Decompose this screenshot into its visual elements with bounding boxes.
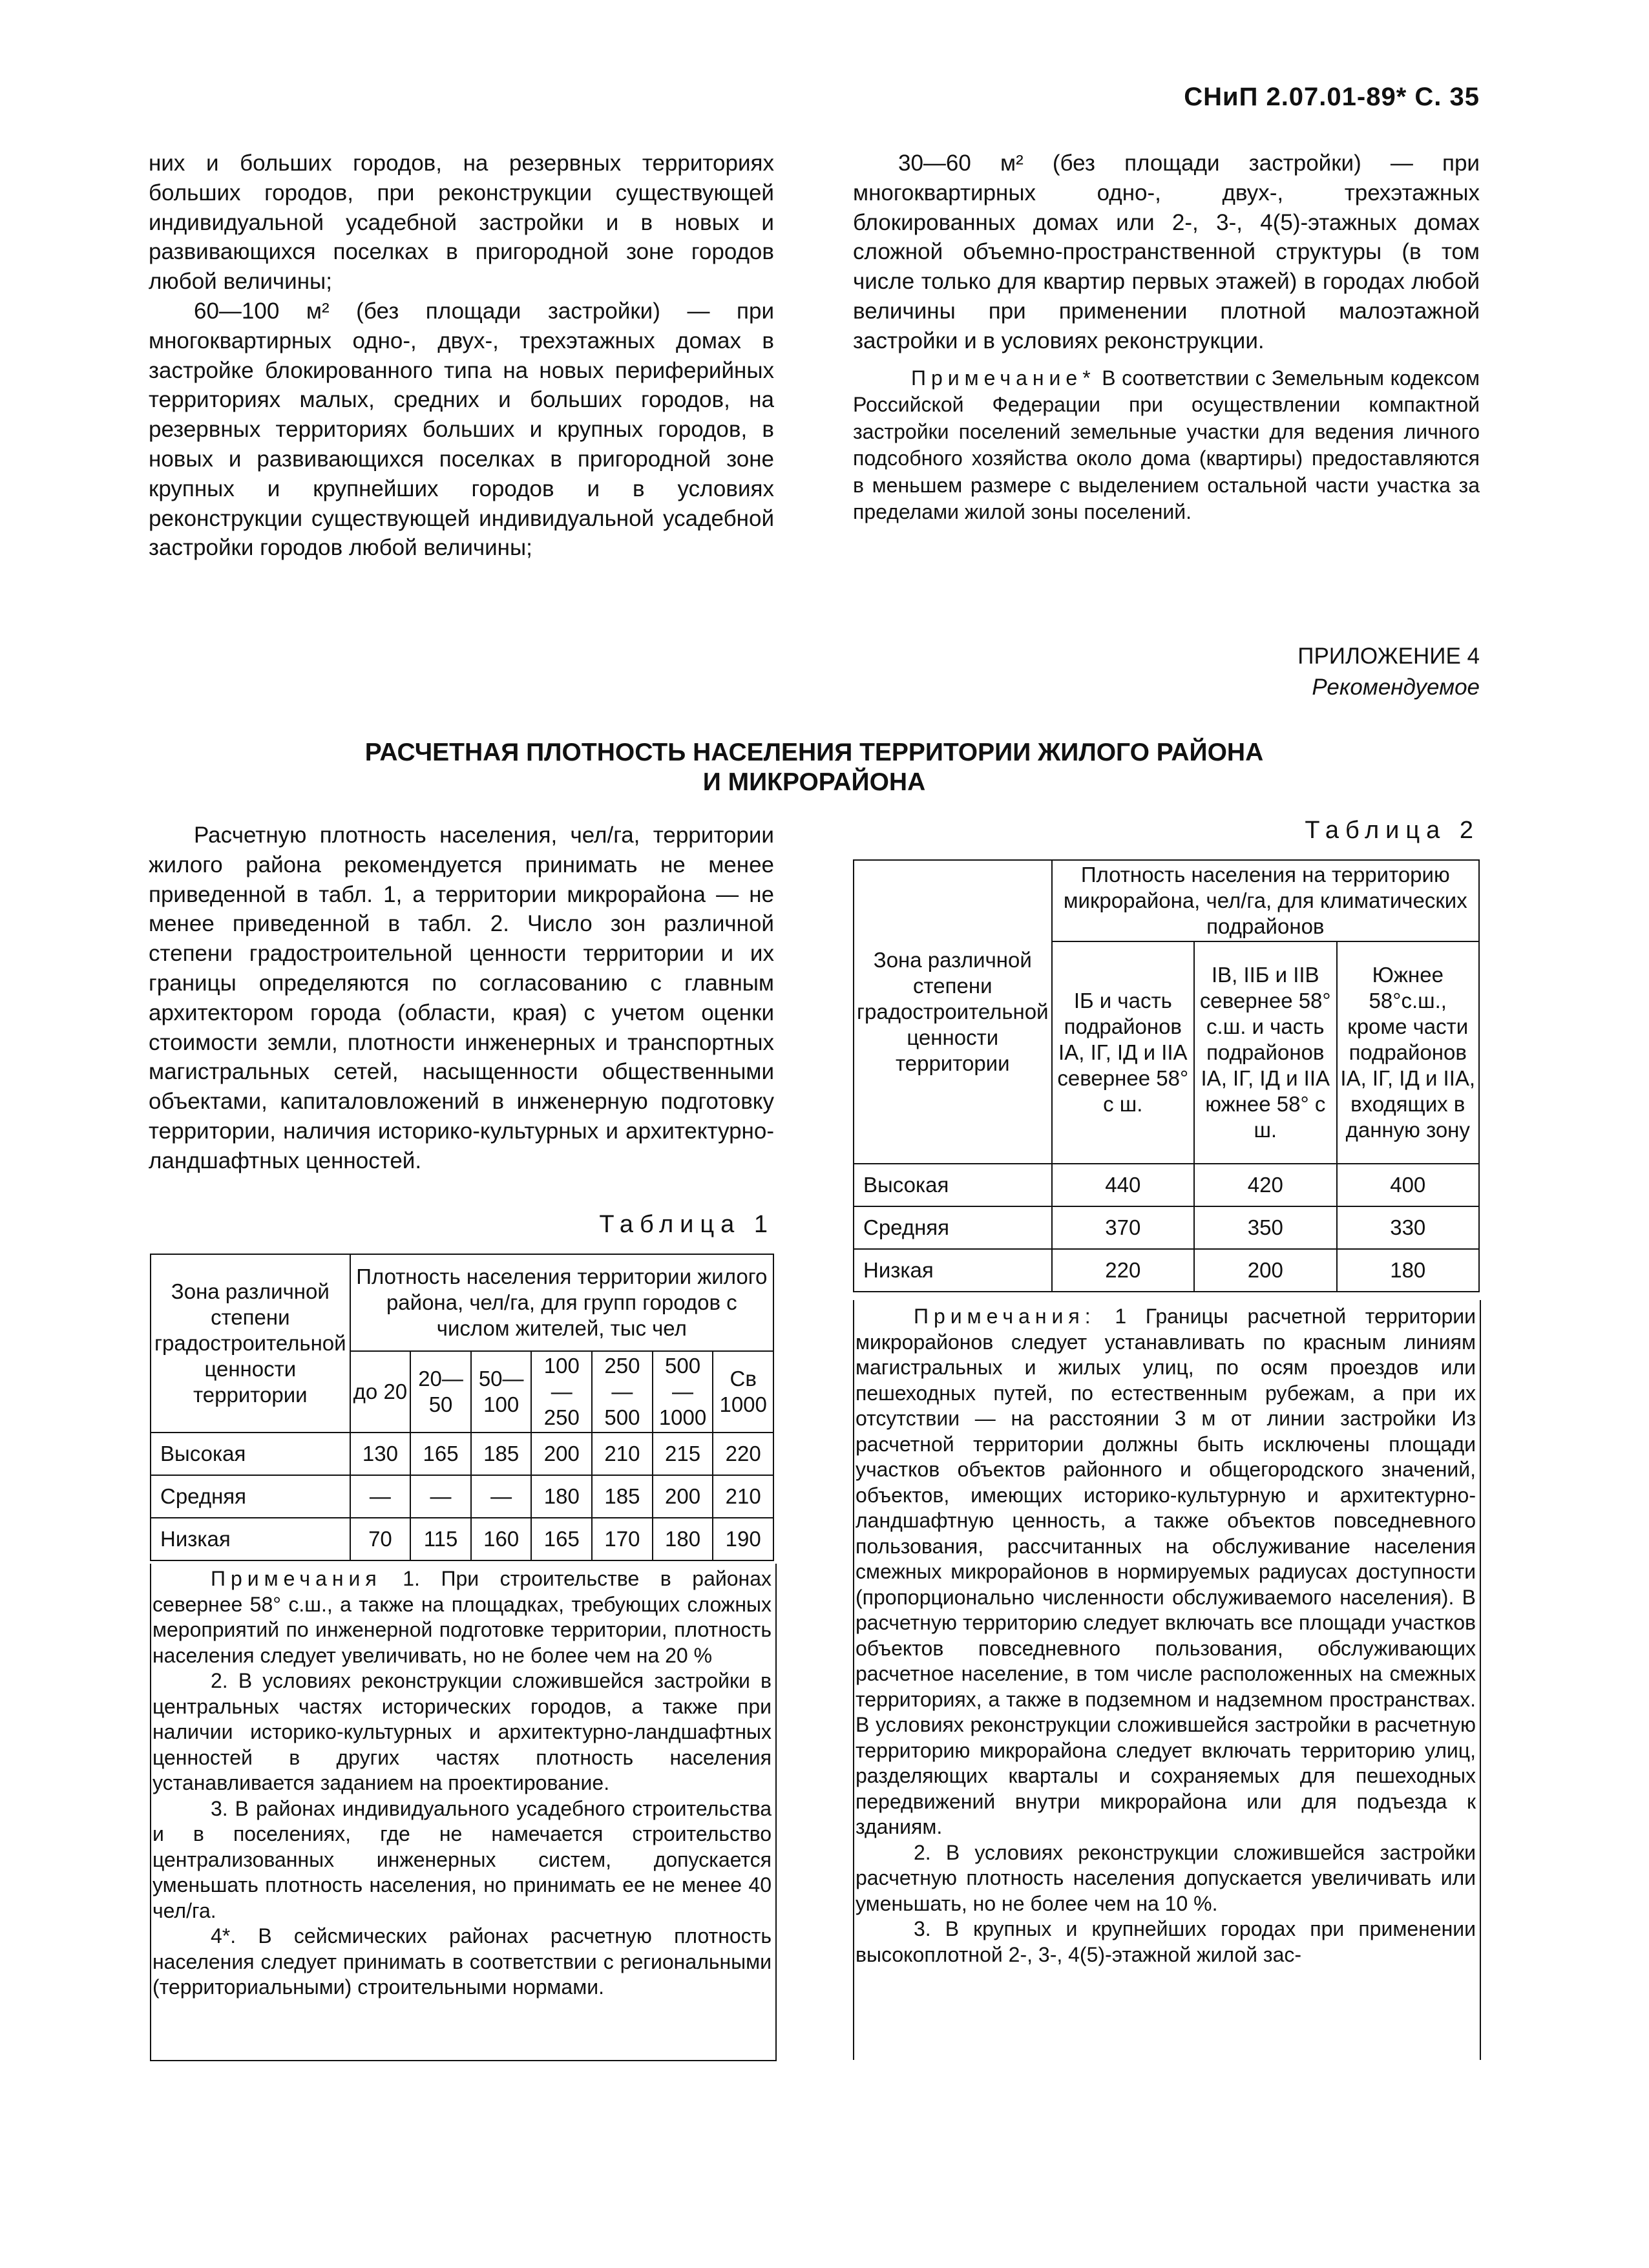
note-paragraph: 2. В условиях реконструкции сложившейся застройки в центральных частях исторических городов, а также при наличии историко-культурных и архитектурно-ландшафтных ценностей в других частях плотность населения устанавливается заданием на проектирование. — [152, 1669, 772, 1794]
table-header-group: Плотность населения на территорию микрорайона, чел/га, для климатических подрайонов — [1052, 860, 1479, 941]
table-cell: 220 — [1052, 1249, 1194, 1292]
table-header-cell: 20—50 — [410, 1351, 471, 1433]
table-cell: 330 — [1337, 1206, 1480, 1249]
table-row — [151, 1433, 773, 1475]
table-header-group: Плотность населения территории жилого района, чел/га, для групп городов с числом жителей, тыс чел — [350, 1254, 773, 1351]
table-row — [854, 1206, 1479, 1249]
table-cell: — — [350, 1475, 411, 1518]
table-header-cell: до 20 — [350, 1351, 411, 1433]
table-cell: 180 — [653, 1518, 713, 1560]
table2-caption: Таблица 2 — [1305, 817, 1480, 844]
table-cell: 200 — [1194, 1249, 1336, 1292]
table-cell: 115 — [410, 1518, 471, 1560]
table-header-cell: 50—100 — [471, 1351, 532, 1433]
table-cell-zone: Низкая — [854, 1249, 1052, 1292]
appendix-number: ПРИЛОЖЕНИЕ 4 — [1297, 644, 1480, 669]
table-cell: 165 — [410, 1433, 471, 1475]
table-header-cell: Св 1000 — [713, 1351, 773, 1433]
title-line: И МИКРОРАЙОНА — [702, 768, 926, 796]
table-row — [854, 1249, 1479, 1292]
note-paragraph: 4*. В сейсмических районах расчетную плотность населения следует принимать в соответствии с региональными (территориальными) строительными нормами. — [152, 1924, 772, 1999]
table-cell-zone: Средняя — [854, 1206, 1052, 1249]
note-text: В соответствии с Земельным кодексом Российской Федерации при осуществлении компактной застройки поселений земельные участки для ведения личного подсобного хозяйства около дома (квартиры) предоставляются в меньшем размере с выделением остальной части участка за пределами жилой зоны поселений. — [853, 366, 1480, 524]
table-cell: 210 — [713, 1475, 773, 1518]
table-header-zone: Зона различной степени градостроительной ценности территории — [854, 860, 1052, 1164]
paragraph: Расчетную плотность населения, чел/га, территории жилого района рекомендуется принимать не менее приведенной в табл. 1, а территории микрорайона — не менее приведенной в табл. 2. Число зон различной степени градостроительной ценности территории и их границы определяются по согласованию с главным архитектором города (области, края) с учетом оценки стоимости земли, плотности инженерных и транспортных магистральных сетей, насыщенности общественными объектами, капиталовложений в инженерную подготовку территории, наличия историко-культурных и архитектурно-ландшафтных ценностей. — [149, 823, 774, 1173]
table-row — [854, 1164, 1479, 1206]
table-cell-zone: Высокая — [151, 1433, 350, 1475]
note-paragraph — [152, 1566, 772, 1668]
table-cell: 185 — [471, 1433, 532, 1475]
table-cell: 440 — [1052, 1164, 1194, 1206]
left-column-top — [149, 149, 774, 563]
table-header-cell: 100—250 — [531, 1351, 592, 1433]
paragraph: 30—60 м² (без площади застройки) — при многоквартирных одно-, двух-, трехэтажных блокированных домах или 2-, 3-, 4(5)-этажных домах сложной объемно-пространственной структуры (в том числе только для квартир первых этажей) в городах любой величины при применении плотной малоэтажной застройки и в условиях реконструкции. — [853, 151, 1480, 353]
table-cell: 350 — [1194, 1206, 1336, 1249]
table-cell: 160 — [471, 1518, 532, 1560]
table2-notes — [853, 1300, 1481, 2060]
table-header-cell: IБ и часть подрайонов IА, IГ, IД и IIА севернее 58° с ш. — [1052, 941, 1194, 1164]
table-cell: 215 — [653, 1433, 713, 1475]
table-cell: 70 — [350, 1518, 411, 1560]
table-cell: 370 — [1052, 1206, 1194, 1249]
table-cell: 200 — [653, 1475, 713, 1518]
section-title — [149, 738, 1480, 797]
note-paragraph: 2. В условиях реконструкции сложившейся застройки расчетную плотность населения допускается увеличивать или уменьшать, но не более чем на 10 %. — [856, 1840, 1476, 1915]
table-cell: 400 — [1337, 1164, 1480, 1206]
table-row — [151, 1475, 773, 1518]
table-header-zone: Зона различной степени градостроительной ценности территории — [151, 1254, 350, 1433]
note-text: 1. При строительстве в районах севернее 58° с.ш., а также на площадках, требующих сложных мероприятий по инженерной подготовке территории, плотность населения следует увеличивать, но не более чем на 20 % — [152, 1567, 772, 1667]
table1-caption: Таблица 1 — [599, 1211, 774, 1238]
table-header-cell: 250—500 — [592, 1351, 653, 1433]
appendix-label — [1297, 641, 1480, 703]
appendix-kind: Рекомендуемое — [1312, 675, 1480, 700]
notes-label: Примечания — [211, 1567, 382, 1590]
table-cell-zone: Средняя — [151, 1475, 350, 1518]
note-label: Примечание* — [911, 366, 1096, 390]
table-row — [151, 1518, 773, 1560]
paragraph: них и больших городов, на резервных территориях больших городов, при реконструкции существующей индивидуальной усадебной застройки и в новых и развивающихся поселках в пригородной зоне городов любой величины; — [149, 151, 774, 295]
table-header-cell: IВ, IIБ и IIВ севернее 58° с.ш. и часть подрайонов IА, IГ, IД и IIА южнее 58° с ш. — [1194, 941, 1336, 1164]
table-cell: 220 — [713, 1433, 773, 1475]
note-paragraph — [856, 1304, 1476, 1840]
table-cell: — — [410, 1475, 471, 1518]
table-cell-zone: Низкая — [151, 1518, 350, 1560]
table-cell: 130 — [350, 1433, 411, 1475]
table-cell: 185 — [592, 1475, 653, 1518]
table1-notes — [150, 1564, 777, 2061]
table-cell: 420 — [1194, 1164, 1336, 1206]
right-column-top — [853, 149, 1480, 526]
table-cell: 210 — [592, 1433, 653, 1475]
table-cell: — — [471, 1475, 532, 1518]
notes-label: Примечания: — [914, 1305, 1096, 1328]
title-line: РАСЧЕТНАЯ ПЛОТНОСТЬ НАСЕЛЕНИЯ ТЕРРИТОРИИ ЖИЛОГО РАЙОНА — [364, 739, 1264, 766]
table-cell: 190 — [713, 1518, 773, 1560]
table-header-cell: 500—1000 — [653, 1351, 713, 1433]
paragraph: 60—100 м² (без площади застройки) — при многоквартирных одно-, двух-, трехэтажных домах в застройке блокированного типа на новых периферийных территориях малых, средних и больших городов, на резервных территориях больших и крупных городов, в новых и развивающихся поселках в пригородной зоне крупных и крупнейших городов и в условиях реконструкции существующей индивидуальной усадебной застройки городов любой величины; — [149, 298, 774, 561]
page-header: СНиП 2.07.01-89* С. 35 — [1184, 83, 1480, 111]
table-1 — [150, 1254, 774, 1561]
intro-text — [149, 821, 774, 1176]
note-paragraph: 3. В крупных и крупнейших городах при применении высокоплотной 2-, 3-, 4(5)-этажной жилой зас- — [856, 1917, 1476, 1966]
table-cell: 165 — [531, 1518, 592, 1560]
note-paragraph: 3. В районах индивидуального усадебного строительства и в поселениях, где не намечается строительство централизованных инженерных систем, допускается уменьшать плотность населения, но принимать ее не менее 40 чел/га. — [152, 1796, 772, 1922]
table-cell: 180 — [531, 1475, 592, 1518]
note-text: 1 Границы расчетной территории микрорайонов следует устанавливать по красным линиям магистральных и жилых улиц, по осям проездов или пешеходных путей, по естественным рубежам, а при их отсутствии — на расстоянии 3 м от линии застройки Из расчетной территории должны быть исключены площади участков объектов районного и общегородского значений, объектов, имеющих историко-культурную и архитектурно-ландшафтную ценность, а также объектов повседневного пользования, рассчитанных на обслуживание населения смежных микрорайонов в нормируемых радиусах доступности (пропорционально численности обслуживаемого населения). В расчетную территорию следует включать все площади участков объектов повседневного пользования, обслуживающих расчетное население, в том числе расположенных на смежных территориях, а также в подземном и надземном пространствах. В условиях реконструкции сложившейся застройки в расчетную территорию микрорайона следует включать территорию улиц, разделяющих кварталы и сохраняемых для пешеходных передвижений внутри микрорайона или для подъезда к зданиям. — [856, 1305, 1476, 1838]
table-header-cell: Южнее 58°с.ш., кроме части подрайонов IА, IГ, IД и IIА, входящих в данную зону — [1337, 941, 1480, 1164]
footnote — [853, 365, 1480, 526]
table-2 — [853, 859, 1480, 1292]
table-cell: 170 — [592, 1518, 653, 1560]
table-cell: 200 — [531, 1433, 592, 1475]
table-cell: 180 — [1337, 1249, 1480, 1292]
table-cell-zone: Высокая — [854, 1164, 1052, 1206]
